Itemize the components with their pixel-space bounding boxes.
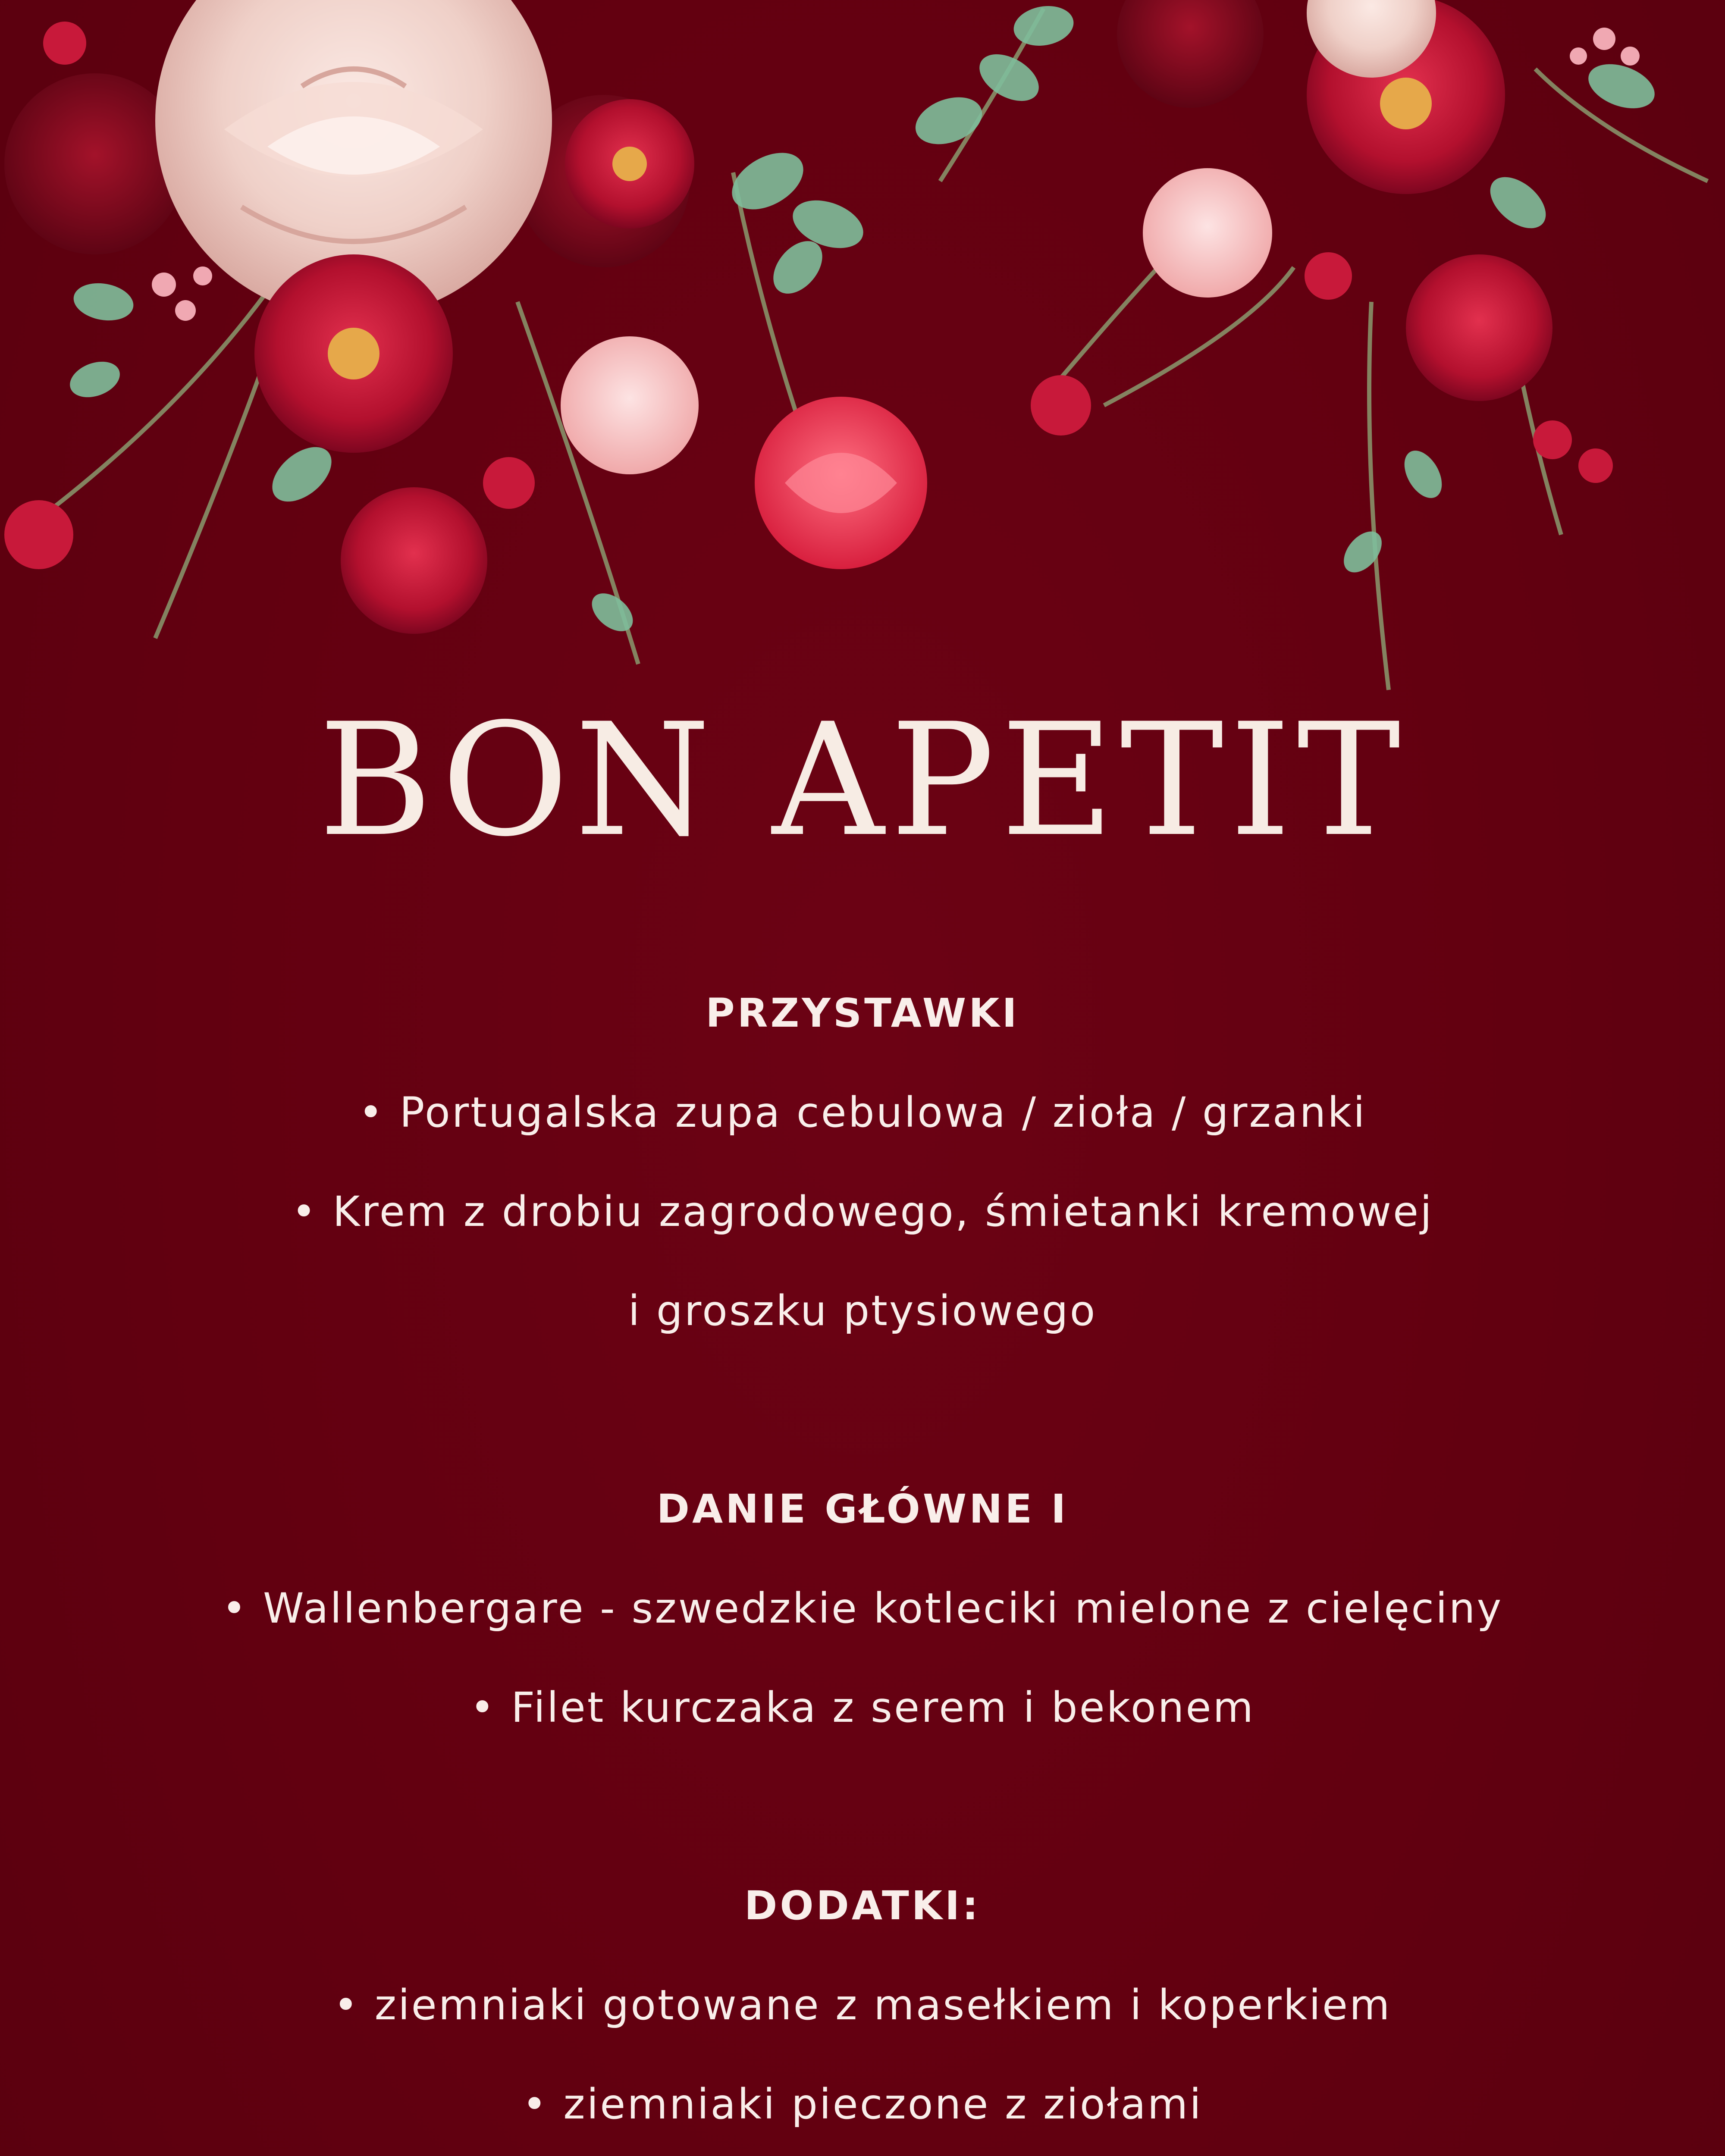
menu-item: • Portugalska zupa cebulowa / zioła / grzanki [358,1088,1367,1137]
section-heading: DODATKI: [744,1883,981,1929]
menu-title: BON APETIT [318,690,1407,871]
section-heading: DANIE GŁÓWNE I [656,1486,1069,1532]
floral-decoration [0,0,1725,707]
section-heading: PRZYSTAWKI [706,990,1019,1036]
menu-item: • ziemniaki gotowane z masełkiem i koperkiem [333,1981,1392,2029]
menu-item: • Wallenbergare - szwedzkie kotleciki mielone z cielęciny [222,1584,1503,1633]
menu-item: • Krem z drobiu zagrodowego, śmietanki kremowej [292,1188,1433,1236]
coral-rose [755,397,927,569]
menu-item: • ziemniaki pieczone z ziołami [522,2080,1203,2128]
menu-item: • Filet kurczaka z serem i bekonem [470,1683,1255,1732]
menu-item: i groszku ptysiowego [628,1287,1097,1335]
